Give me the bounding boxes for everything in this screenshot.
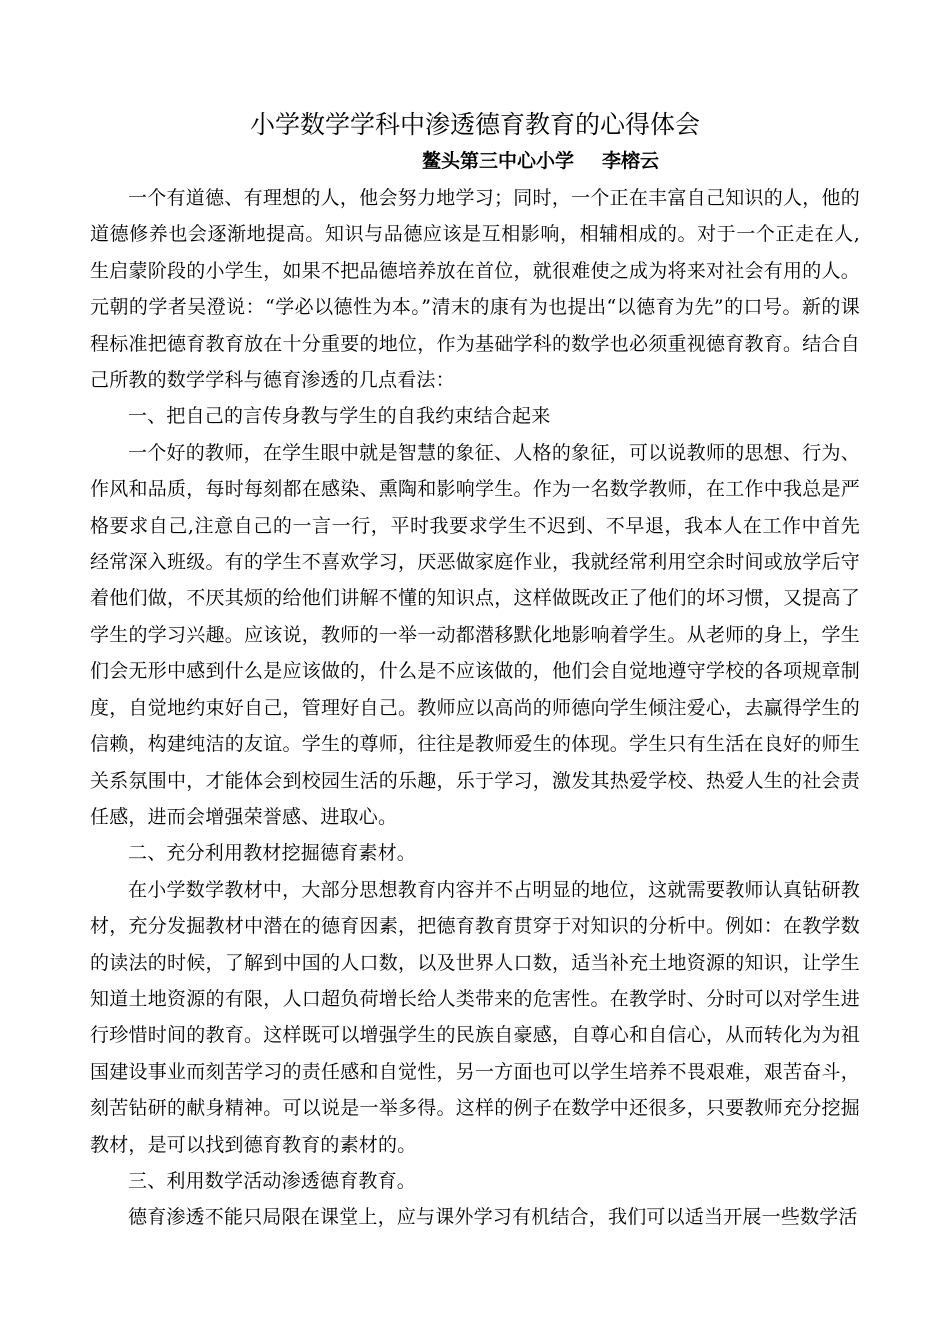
section-3-paragraph: 德育渗透不能只局限在课堂上，应与课外学习有机结合，我们可以适当开展一些数学活	[128, 1206, 858, 1229]
section-1-paragraph: 一个好的教师，在学生眼中就是智慧的象征、人格的象征，可以说教师的思想、行为、作风和品质，每时每刻都在感染、熏陶和影响学生。作为一名数学教师，在工作中我总是严格要求自己,注意自己的一言一行，平时我要求学生不迟到、不早退，我本人在工作中首先经常深入班级。有的学生不喜欢学习，厌恶做家庭作业，我就经常利用空余时间或放学后守着他们做，不厌其烦的给他们讲解不懂的知识点，这样做既改正了他们的坏习惯，又提高了学生的学习兴趣。应该说，教师的一举一动都潜移默化地影响着学生。从老师的身上，学生们会无形中感到什么是应该做的，什么是不应该做的，他们会自觉地遵守学校的各项规章制度，自觉地约束好自己，管理好自己。教师应以高尚的师德向学生倾注爱心，去赢得学生的信赖，构建纯洁的友谊。学生的尊师，往往是教师爱生的体现。学生只有生活在良好的师生关系氛围中，才能体会到校园生活的乐趣，乐于学习，激发其热爱学校、热爱人生的社会责任感，进而会增强荣誉感、进取心。	[90, 441, 860, 828]
section-heading-2: 二、充分利用教材挖掘德育素材。	[128, 842, 417, 865]
school-name: 鳌头第三中心小学	[422, 150, 575, 172]
author-name: 李榕云	[602, 150, 660, 172]
section-heading-3: 三、利用数学活动渗透德育教育。	[128, 1169, 417, 1192]
intro-paragraph: 一个有道德、有理想的人，他会努力地学习；同时，一个正在丰富自己知识的人，他的道德修养也会逐渐地提高。知识与品德应该是互相影响，相辅相成的。对于一个正走在人,生启蒙阶段的小学生，如果不把品德培养放在首位，就很难使之成为将来对社会有用的人。元朝的学者吴澄说：“学必以德性为本。”清末的康有为也提出“以德育为先”的口号。新的课程标准把德育教育放在十分重要的地位，作为基础学科的数学也必须重视德育教育。结合自己所教的数学学科与德育渗透的几点看法：	[90, 187, 860, 392]
document-title: 小学数学学科中渗透德育教育的心得体会	[249, 110, 700, 139]
section-2-paragraph: 在小学数学教材中，大部分思想教育内容并不占明显的地位，这就需要教师认真钻研教材，充分发掘教材中潜在的德育因素，把德育教育贯穿于对知识的分析中。例如：在教学数的读法的时候，了解到中国的人口数，以及世界人口数，适当补充土地资源的知识，让学生知道土地资源的有限，人口超负荷增长给人类带来的危害性。在教学时、分时可以对学生进行珍惜时间的教育。这样既可以增强学生的民族自豪感，自尊心和自信心，从而转化为为祖国建设事业而刻苦学习的责任感和自觉性，另一方面也可以学生培养不畏艰难，艰苦奋斗，刻苦钻研的献身精神。可以说是一举多得。这样的例子在数学中还很多，只要教师充分挖掘教材，是可以找到德育教育的素材的。	[90, 878, 860, 1156]
document-body	[90, 180, 860, 1236]
section-heading-1: 一、把自己的言传身教与学生的自我约束结合起来	[128, 405, 551, 428]
byline	[422, 146, 659, 176]
